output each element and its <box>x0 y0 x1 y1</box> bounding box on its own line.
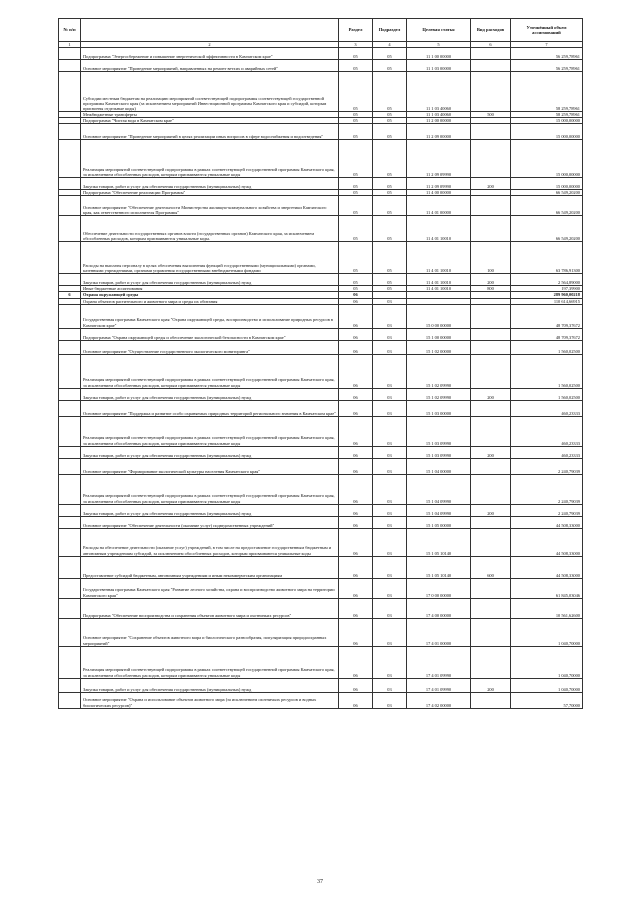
row-podrazdel: 03 <box>373 400 407 416</box>
row-amount: 110 614,66915 <box>511 298 583 304</box>
row-name: Основное мероприятие "Проведение мероприятий в целях реализации иных вопросов в сфере водоснабжения и водоотведения" <box>81 124 339 140</box>
row-podrazdel: 03 <box>373 556 407 578</box>
table-row <box>59 678 583 692</box>
table-row <box>59 140 583 178</box>
row-target-article: 15 1 02 00000 <box>407 340 471 354</box>
table-row <box>59 646 583 678</box>
row-amount: 1 560,02500 <box>511 340 583 354</box>
row-name: Государственная программа Камчатского края "Охрана окружающей среды, воспроизводство и использование природных ресурсов в Камчатском крае" <box>81 304 339 328</box>
row-podrazdel: 05 <box>373 112 407 118</box>
row-razdel: 05 <box>339 118 373 124</box>
row-target-article: 11 1 03 00000 <box>407 60 471 72</box>
row-target-article: 15 1 03 09990 <box>407 446 471 458</box>
row-podrazdel: 03 <box>373 340 407 354</box>
row-amount: 460,23333 <box>511 446 583 458</box>
table-row <box>59 446 583 458</box>
row-target-article: 17 4 00 00000 <box>407 598 471 618</box>
row-num <box>59 388 81 400</box>
header-expense-type: Вид расходов <box>471 19 511 42</box>
row-expense-type <box>471 48 511 60</box>
row-podrazdel: 03 <box>373 516 407 528</box>
row-target-article: 11 2 09 09990 <box>407 140 471 178</box>
row-expense-type <box>471 124 511 140</box>
row-target-article: 11 2 09 09990 <box>407 178 471 190</box>
row-num <box>59 458 81 474</box>
row-expense-type <box>471 646 511 678</box>
row-amount: 1 560,02500 <box>511 388 583 400</box>
row-amount: 15 000,00000 <box>511 140 583 178</box>
row-amount: 15 000,00000 <box>511 118 583 124</box>
row-name: Основное мероприятие "Обеспечение деятельности Министерства жилищно-коммунального хозяйства и энергетики Камчатского края, как ответственного исполнителя Программы" <box>81 196 339 216</box>
row-podrazdel: 03 <box>373 388 407 400</box>
row-target-article: 15 1 04 09990 <box>407 474 471 504</box>
row-num <box>59 304 81 328</box>
row-expense-type <box>471 400 511 416</box>
row-podrazdel: 03 <box>373 678 407 692</box>
table-row <box>59 528 583 556</box>
row-expense-type: 200 <box>471 446 511 458</box>
table-row <box>59 556 583 578</box>
row-target-article: 11 4 01 10010 <box>407 216 471 242</box>
row-name: Охрана объектов растительного и животного мира и среды их обитания <box>81 298 339 304</box>
row-name: Охрана окружающей среды <box>81 292 339 298</box>
row-name: Закупка товаров, работ и услуг для обеспечения государственных (муниципальных) нужд <box>81 178 339 190</box>
row-num <box>59 474 81 504</box>
table-row <box>59 72 583 112</box>
row-razdel: 05 <box>339 124 373 140</box>
row-target-article: 15 1 05 00000 <box>407 516 471 528</box>
row-expense-type <box>471 60 511 72</box>
row-razdel: 06 <box>339 678 373 692</box>
row-target-article: 15 1 05 10140 <box>407 556 471 578</box>
row-amount: 66 549,20200 <box>511 196 583 216</box>
row-podrazdel: 03 <box>373 504 407 516</box>
row-razdel: 05 <box>339 72 373 112</box>
row-num <box>59 274 81 286</box>
row-num <box>59 196 81 216</box>
header-amount: Уточнённый объем ассигнований <box>511 19 583 42</box>
row-expense-type <box>471 72 511 112</box>
row-name: Основное мероприятие "Формирование экологической культуры населения Камчатского края" <box>81 458 339 474</box>
row-num <box>59 556 81 578</box>
row-razdel: 06 <box>339 304 373 328</box>
row-podrazdel: 03 <box>373 446 407 458</box>
table-row <box>59 124 583 140</box>
row-name: Подпрограмма "Обеспечение воспроизводства и сохранения объектов животного мира и охотничьих ресурсов" <box>81 598 339 618</box>
row-amount: 56 259,78961 <box>511 60 583 72</box>
row-podrazdel: 03 <box>373 304 407 328</box>
row-target-article: 11 2 09 00000 <box>407 124 471 140</box>
row-amount: 1 560,02500 <box>511 354 583 388</box>
row-target-article: 11 4 01 10010 <box>407 274 471 286</box>
row-expense-type: 200 <box>471 274 511 286</box>
row-name: Расходы на выплаты персоналу в целях обеспечения выполнения функций государственными (муниципальными) органами, казенными учреждениями, органами управления государственными внебюджетными фондами <box>81 242 339 274</box>
row-num <box>59 140 81 178</box>
table-body <box>59 48 583 709</box>
table-row <box>59 274 583 286</box>
row-razdel: 05 <box>339 274 373 286</box>
row-num <box>59 692 81 708</box>
table-row <box>59 48 583 60</box>
row-amount: 2 564,89000 <box>511 274 583 286</box>
row-target-article: 15 1 02 09990 <box>407 388 471 400</box>
row-target-article: 11 4 01 10010 <box>407 286 471 292</box>
row-name: Расходы на обеспечение деятельности (оказание услуг) учреждений, в том числе на предоставление государственным бюджетным и автономным учреждениям субсидий, за исключением обособленных расходов, которым присваиваются уникальные коды <box>81 528 339 556</box>
row-expense-type <box>471 516 511 528</box>
row-razdel: 06 <box>339 292 373 298</box>
row-name: Основное мероприятие "Осуществление государственного экологического мониторинга" <box>81 340 339 354</box>
row-name: Субсидии местным бюджетам на реализацию мероприятий соответствующей подпрограммы соответствующей государственной программы Камчатского края (за исключением мероприятий Инвестиционной программы Камчатского края и субсидий, которым присвоены отдельные коды) <box>81 72 339 112</box>
page-number: 37 <box>317 879 323 885</box>
row-amount: 44 508,33000 <box>511 516 583 528</box>
header-name <box>81 19 339 42</box>
row-expense-type <box>471 458 511 474</box>
row-amount: 57,70000 <box>511 692 583 708</box>
row-expense-type: 800 <box>471 286 511 292</box>
row-expense-type <box>471 618 511 646</box>
table-row <box>59 416 583 446</box>
row-podrazdel: 05 <box>373 196 407 216</box>
row-name: Закупка товаров, работ и услуг для обеспечения государственных (муниципальных) нужд <box>81 678 339 692</box>
row-razdel: 05 <box>339 48 373 60</box>
row-podrazdel: 05 <box>373 72 407 112</box>
table-row <box>59 196 583 216</box>
row-razdel: 05 <box>339 190 373 196</box>
row-razdel: 06 <box>339 446 373 458</box>
colnum: 2 <box>81 42 339 48</box>
row-num <box>59 400 81 416</box>
row-target-article: 11 1 03 40060 <box>407 72 471 112</box>
row-amount: 289 960,00218 <box>511 292 583 298</box>
row-num <box>59 72 81 112</box>
table-row <box>59 400 583 416</box>
row-name: Основное мероприятие "Охрана и использование объектов животного мира (за исключением охотничьих ресурсов и водных биологических ресурсов)" <box>81 692 339 708</box>
row-name: Межбюджетные трансферты <box>81 112 339 118</box>
row-name: Реализация мероприятий соответствующей подпрограммы в рамках соответствующей государственной программы Камчатского края, за исключением обособленных расходов, которым присваиваются уникальные коды <box>81 474 339 504</box>
table-row <box>59 458 583 474</box>
table-row <box>59 578 583 598</box>
table-row <box>59 178 583 190</box>
header-num: № п/п <box>59 19 81 42</box>
table-row <box>59 304 583 328</box>
row-amount: 48 709,37672 <box>511 328 583 340</box>
table-row <box>59 504 583 516</box>
row-razdel: 06 <box>339 646 373 678</box>
row-razdel: 06 <box>339 504 373 516</box>
row-target-article: 15 1 03 00000 <box>407 400 471 416</box>
row-num <box>59 48 81 60</box>
row-name: Закупка товаров, работ и услуг для обеспечения государственных (муниципальных) нужд <box>81 446 339 458</box>
row-razdel: 06 <box>339 416 373 446</box>
row-expense-type: 100 <box>471 242 511 274</box>
row-amount: 460,23333 <box>511 416 583 446</box>
row-num <box>59 598 81 618</box>
colnum: 7 <box>511 42 583 48</box>
row-name: Реализация мероприятий соответствующей подпрограммы в рамках соответствующей государственной программы Камчатского края, за исключением обособленных расходов, которым присваиваются уникальные коды <box>81 140 339 178</box>
row-expense-type <box>471 474 511 504</box>
row-expense-type <box>471 140 511 178</box>
row-razdel: 05 <box>339 216 373 242</box>
row-amount: 2 240,79039 <box>511 474 583 504</box>
row-razdel: 06 <box>339 618 373 646</box>
row-target-article: 11 2 00 00000 <box>407 118 471 124</box>
row-expense-type <box>471 304 511 328</box>
row-razdel: 05 <box>339 112 373 118</box>
row-razdel: 05 <box>339 178 373 190</box>
row-target-article: 15 1 04 09990 <box>407 504 471 516</box>
header-target-article: Целевая статья <box>407 19 471 42</box>
table-row <box>59 388 583 400</box>
row-razdel: 05 <box>339 60 373 72</box>
row-razdel: 06 <box>339 328 373 340</box>
row-num: 6 <box>59 292 81 298</box>
row-target-article: 15 1 03 09990 <box>407 416 471 446</box>
row-name: Основное мероприятие "Сохранение объектов животного мира и биологического разнообразия, популяризация природоохранных мероприятий" <box>81 618 339 646</box>
row-razdel: 06 <box>339 388 373 400</box>
row-target-article: 15 1 05 10140 <box>407 528 471 556</box>
row-num <box>59 216 81 242</box>
row-num <box>59 242 81 274</box>
row-name: Реализация мероприятий соответствующей подпрограммы в рамках соответствующей государственной программы Камчатского края, за исключением обособленных расходов, которым присваиваются уникальные коды <box>81 646 339 678</box>
row-amount: 15 000,00000 <box>511 124 583 140</box>
table-row <box>59 598 583 618</box>
row-name: Обеспечение деятельности государственных органов власти (государственных органов) Камчатского края, за исключением обособленных расходов, которым присваиваются уникальные коды. <box>81 216 339 242</box>
row-razdel: 05 <box>339 286 373 292</box>
row-razdel: 06 <box>339 400 373 416</box>
row-name: Основное мероприятие "Проведение мероприятий, направленных на ремонт ветхих и аварийных сетей" <box>81 60 339 72</box>
row-expense-type: 200 <box>471 178 511 190</box>
row-name: Подпрограмма "Обеспечение реализации Программы" <box>81 190 339 196</box>
row-amount: 61 845,03046 <box>511 578 583 598</box>
row-podrazdel: 05 <box>373 216 407 242</box>
row-podrazdel: 03 <box>373 692 407 708</box>
row-num <box>59 416 81 446</box>
row-amount: 66 549,20200 <box>511 190 583 196</box>
row-amount: 1 040,70000 <box>511 618 583 646</box>
row-podrazdel: 03 <box>373 528 407 556</box>
table-row <box>59 242 583 274</box>
row-podrazdel: 05 <box>373 124 407 140</box>
row-podrazdel: 03 <box>373 474 407 504</box>
row-num <box>59 504 81 516</box>
colnum: 3 <box>339 42 373 48</box>
row-target-article: 17 4 02 00000 <box>407 692 471 708</box>
row-num <box>59 578 81 598</box>
row-expense-type <box>471 416 511 446</box>
row-podrazdel: 05 <box>373 140 407 178</box>
row-razdel: 06 <box>339 528 373 556</box>
row-razdel: 06 <box>339 516 373 528</box>
header-podrazdel: Подраздел <box>373 19 407 42</box>
row-razdel: 06 <box>339 474 373 504</box>
row-name: Закупка товаров, работ и услуг для обеспечения государственных (муниципальных) нужд <box>81 388 339 400</box>
colnum: 4 <box>373 42 407 48</box>
row-razdel: 06 <box>339 692 373 708</box>
row-target-article: 11 4 01 10010 <box>407 242 471 274</box>
row-name: Закупка товаров, работ и услуг для обеспечения государственных (муниципальных) нужд <box>81 274 339 286</box>
colnum: 5 <box>407 42 471 48</box>
row-amount: 1 040,70000 <box>511 678 583 692</box>
row-razdel: 06 <box>339 556 373 578</box>
row-amount: 63 786,91300 <box>511 242 583 274</box>
row-target-article: 15 1 02 09990 <box>407 354 471 388</box>
table-row <box>59 618 583 646</box>
row-num <box>59 678 81 692</box>
row-name: Закупка товаров, работ и услуг для обеспечения государственных (муниципальных) нужд <box>81 504 339 516</box>
row-target-article: 17 4 01 09990 <box>407 646 471 678</box>
row-num <box>59 528 81 556</box>
row-expense-type: 500 <box>471 112 511 118</box>
table-row <box>59 354 583 388</box>
row-num <box>59 354 81 388</box>
row-expense-type <box>471 692 511 708</box>
table-row <box>59 60 583 72</box>
row-target-article: 17 4 01 00000 <box>407 618 471 646</box>
row-amount: 44 508,33000 <box>511 528 583 556</box>
row-num <box>59 646 81 678</box>
row-podrazdel: 05 <box>373 242 407 274</box>
row-expense-type <box>471 354 511 388</box>
row-name: Государственная программа Камчатского края "Развитие лесного хозяйства, охрана и воспроизводство животного мира на территории Камчатского края" <box>81 578 339 598</box>
row-num <box>59 446 81 458</box>
row-name: Реализация мероприятий соответствующей подпрограммы в рамках соответствующей государственной программы Камчатского края, за исключением обособленных расходов, которым присваиваются уникальные коды <box>81 354 339 388</box>
row-target-article: 11 4 00 00000 <box>407 190 471 196</box>
row-target-article: 17 4 01 09990 <box>407 678 471 692</box>
colnum: 6 <box>471 42 511 48</box>
table-header-row <box>59 19 583 42</box>
row-amount: 66 549,20200 <box>511 216 583 242</box>
row-name: Реализация мероприятий соответствующей подпрограммы в рамках соответствующей государственной программы Камчатского края, за исключением обособленных расходов, которым присваиваются уникальные коды <box>81 416 339 446</box>
row-razdel: 05 <box>339 196 373 216</box>
row-podrazdel: 03 <box>373 416 407 446</box>
row-podrazdel: 05 <box>373 286 407 292</box>
row-amount: 44 508,33000 <box>511 556 583 578</box>
row-podrazdel: 03 <box>373 328 407 340</box>
row-podrazdel: 03 <box>373 354 407 388</box>
row-podrazdel: 05 <box>373 178 407 190</box>
row-amount: 460,23333 <box>511 400 583 416</box>
budget-table <box>58 18 583 709</box>
row-name: Подпрограмма "Энергосбережение и повышение энергетической эффективности в Камчатском крае" <box>81 48 339 60</box>
row-num <box>59 178 81 190</box>
row-podrazdel: 03 <box>373 298 407 304</box>
row-razdel: 05 <box>339 242 373 274</box>
row-podrazdel: 03 <box>373 618 407 646</box>
row-target-article: 17 0 00 00000 <box>407 578 471 598</box>
row-razdel: 06 <box>339 598 373 618</box>
row-podrazdel: 03 <box>373 458 407 474</box>
row-name: Предоставление субсидий бюджетным, автономным учреждениям и иным некоммерческим организациям <box>81 556 339 578</box>
row-razdel: 06 <box>339 458 373 474</box>
row-expense-type: 200 <box>471 504 511 516</box>
row-razdel: 06 <box>339 354 373 388</box>
row-amount: 2 240,79039 <box>511 504 583 516</box>
row-expense-type <box>471 340 511 354</box>
row-amount: 2 240,79039 <box>511 458 583 474</box>
row-expense-type <box>471 528 511 556</box>
row-amount: 58 259,78961 <box>511 112 583 118</box>
table-row <box>59 340 583 354</box>
row-num <box>59 328 81 340</box>
row-expense-type <box>471 196 511 216</box>
row-amount: 10 561,62600 <box>511 598 583 618</box>
row-podrazdel: 03 <box>373 578 407 598</box>
table-row <box>59 516 583 528</box>
row-name: Основное мероприятие "Обеспечение деятельности (оказание услуг) подведомственных учреждений" <box>81 516 339 528</box>
row-expense-type <box>471 328 511 340</box>
row-expense-type: 600 <box>471 556 511 578</box>
row-name: Основное мероприятие "Поддержка и развитие особо охраняемых природных территорий регионального значения в Камчатском крае" <box>81 400 339 416</box>
row-podrazdel: 05 <box>373 60 407 72</box>
row-num <box>59 618 81 646</box>
row-target-article: 15 0 00 00000 <box>407 304 471 328</box>
row-amount: 197,39900 <box>511 286 583 292</box>
row-target-article: 11 1 00 00000 <box>407 48 471 60</box>
document-page <box>58 18 582 709</box>
row-expense-type <box>471 578 511 598</box>
row-name: Подпрограмма "Охрана окружающей среды и обеспечение экологической безопасности в Камчатском крае" <box>81 328 339 340</box>
row-amount: 58 259,78961 <box>511 72 583 112</box>
row-name: Подпрограмма "Чистая вода в Камчатском крае" <box>81 118 339 124</box>
table-row <box>59 216 583 242</box>
row-podrazdel: 05 <box>373 190 407 196</box>
row-podrazdel: 03 <box>373 598 407 618</box>
row-name: Иные бюджетные ассигнования <box>81 286 339 292</box>
row-amount: 1 040,70000 <box>511 646 583 678</box>
row-amount: 56 259,78961 <box>511 48 583 60</box>
row-podrazdel: 05 <box>373 118 407 124</box>
table-row <box>59 328 583 340</box>
row-razdel: 06 <box>339 340 373 354</box>
row-expense-type <box>471 216 511 242</box>
row-num <box>59 516 81 528</box>
row-target-article: 11 1 03 40060 <box>407 112 471 118</box>
row-razdel: 06 <box>339 298 373 304</box>
row-num <box>59 124 81 140</box>
row-target-article: 15 1 04 00000 <box>407 458 471 474</box>
header-razdel: Раздел <box>339 19 373 42</box>
row-podrazdel: 05 <box>373 274 407 286</box>
row-expense-type <box>471 598 511 618</box>
row-podrazdel: 05 <box>373 48 407 60</box>
table-row <box>59 474 583 504</box>
row-expense-type: 200 <box>471 388 511 400</box>
row-target-article: 11 4 01 00000 <box>407 196 471 216</box>
row-podrazdel: 03 <box>373 646 407 678</box>
row-num <box>59 340 81 354</box>
row-razdel: 05 <box>339 140 373 178</box>
row-amount: 48 709,37672 <box>511 304 583 328</box>
row-amount: 15 000,00000 <box>511 178 583 190</box>
table-row <box>59 692 583 708</box>
row-target-article: 15 1 00 00000 <box>407 328 471 340</box>
colnum: 1 <box>59 42 81 48</box>
row-expense-type: 200 <box>471 678 511 692</box>
row-num <box>59 60 81 72</box>
row-razdel: 06 <box>339 578 373 598</box>
